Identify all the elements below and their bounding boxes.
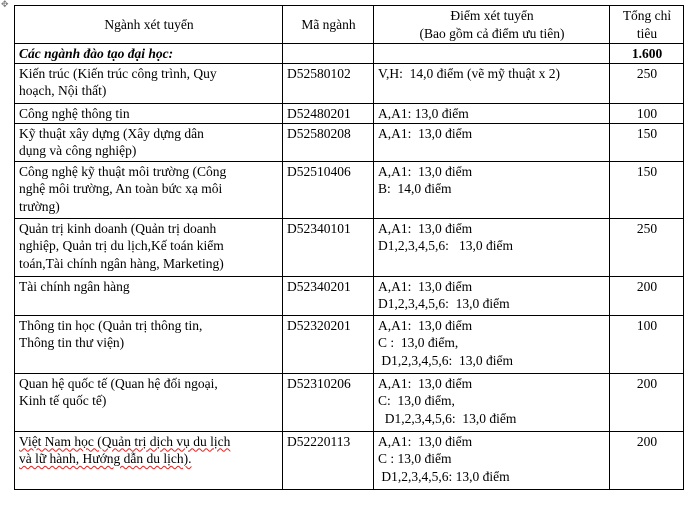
table-row xyxy=(15,276,684,315)
score-line: V,H: 14,0 điểm (vẽ mỹ thuật x 2) xyxy=(378,65,560,81)
major-name-cell xyxy=(15,63,283,103)
table-row xyxy=(15,218,684,276)
header-score-line1: Điểm xét tuyển xyxy=(450,8,534,23)
major-name-cell xyxy=(15,431,283,489)
major-code-cell: D52510406 xyxy=(283,161,374,218)
score-line: D1,2,3,4,5,6: 13,0 điểm xyxy=(378,296,510,311)
major-name-line: Công nghệ kỹ thuật môi trường (Công xyxy=(19,163,227,179)
table-row xyxy=(15,63,684,103)
score-line: A,A1: 13,0 điểm xyxy=(378,220,473,236)
major-name-line: Kinh tế quốc tế) xyxy=(19,393,107,408)
major-code-cell: D52320201 xyxy=(283,315,374,373)
major-code-cell: D52220113 xyxy=(283,431,374,489)
major-name-line: hoạch, Nội thất) xyxy=(19,83,107,98)
major-name-line: Việt Nam học (Quản trị dịch vụ du lịch xyxy=(19,433,231,449)
group-code-empty xyxy=(283,44,374,64)
major-code-cell: D52340201 xyxy=(283,276,374,315)
major-name-line: nghiệp, Quản trị du lịch,Kế toán kiểm xyxy=(19,238,224,253)
major-name-cell xyxy=(15,218,283,276)
major-name-cell xyxy=(15,373,283,431)
score-line: A,A1: 13,0 điểm xyxy=(378,278,473,294)
score-cell xyxy=(374,63,610,103)
score-cell xyxy=(374,123,610,161)
header-quota-line1: Tổng chỉ xyxy=(622,8,672,23)
quota-cell: 150 xyxy=(610,161,684,218)
major-name-cell xyxy=(15,315,283,373)
group-row xyxy=(15,44,684,64)
score-cell xyxy=(374,161,610,218)
admission-table xyxy=(14,5,684,490)
score-line: A,A1: 13,0 điểm xyxy=(378,317,473,333)
major-name-line: dụng và công nghiệp) xyxy=(19,143,137,158)
score-cell xyxy=(374,431,610,489)
table-row xyxy=(15,161,684,218)
header-major: Ngành xét tuyển xyxy=(15,6,283,44)
score-line: C : 13,0 điểm, xyxy=(378,335,459,350)
score-cell xyxy=(374,218,610,276)
score-line: D1,2,3,4,5,6: 13,0 điểm xyxy=(378,410,517,426)
group-label: Các ngành đào tạo đại học: xyxy=(15,44,283,64)
major-name-cell xyxy=(15,276,283,315)
header-score xyxy=(374,6,610,44)
major-name-line: Quan hệ quốc tế (Quan hệ đối ngoại, xyxy=(19,375,218,391)
score-cell xyxy=(374,315,610,373)
score-line: D1,2,3,4,5,6: 13,0 điểm xyxy=(378,468,510,484)
major-name-line: toán,Tài chính ngân hàng, Marketing) xyxy=(19,255,224,271)
major-name-line: Kỹ thuật xây dựng (Xây dựng dân xyxy=(19,125,204,141)
header-quota xyxy=(610,6,684,44)
score-cell xyxy=(374,373,610,431)
major-name-line: nghệ môi trường, An toàn bức xạ môi xyxy=(19,181,223,196)
score-line: B: 14,0 điểm xyxy=(378,181,452,196)
header-score-line2: (Bao gồm cả điểm ưu tiên) xyxy=(419,25,565,41)
score-line: A,A1: 13,0 điểm xyxy=(378,125,473,141)
major-name-cell xyxy=(15,123,283,161)
major-code-cell: D52340101 xyxy=(283,218,374,276)
major-name-cell xyxy=(15,103,283,123)
score-cell xyxy=(374,276,610,315)
table-row xyxy=(15,123,684,161)
major-code-cell: D52480201 xyxy=(283,103,374,123)
major-name-line: trường) xyxy=(19,198,60,214)
major-name-line: Quản trị kinh doanh (Quản trị doanh xyxy=(19,220,217,236)
score-cell xyxy=(374,103,610,123)
score-line: A,A1: 13,0 điểm xyxy=(378,375,473,391)
quota-cell: 200 xyxy=(610,431,684,489)
quota-cell: 150 xyxy=(610,123,684,161)
major-name-line: Kiến trúc (Kiến trúc công trình, Quy xyxy=(19,65,217,81)
score-line: C: 13,0 điểm, xyxy=(378,393,455,408)
score-line: C : 13,0 điểm xyxy=(378,451,452,466)
table-row xyxy=(15,373,684,431)
group-total: 1.600 xyxy=(610,44,684,64)
major-name-line: Tài chính ngân hàng xyxy=(19,278,130,294)
score-line: D1,2,3,4,5,6: 13,0 điểm xyxy=(378,352,513,368)
table-move-handle-icon[interactable]: ✥ xyxy=(1,0,9,9)
quota-cell: 200 xyxy=(610,373,684,431)
header-row xyxy=(15,6,684,44)
quota-cell: 250 xyxy=(610,218,684,276)
major-name-cell xyxy=(15,161,283,218)
quota-cell: 250 xyxy=(610,63,684,103)
table-row xyxy=(15,103,684,123)
score-line: A,A1: 13,0 điểm xyxy=(378,105,469,121)
quota-cell: 200 xyxy=(610,276,684,315)
major-code-cell: D52580208 xyxy=(283,123,374,161)
group-score-empty xyxy=(374,44,610,64)
quota-cell: 100 xyxy=(610,315,684,373)
major-code-cell: D52310206 xyxy=(283,373,374,431)
header-code: Mã ngành xyxy=(283,6,374,44)
major-name-line: Thông tin học (Quản trị thông tin, xyxy=(19,317,203,333)
header-quota-line2: tiêu xyxy=(636,25,658,41)
major-name-line: Thông tin thư viện) xyxy=(19,335,125,350)
score-line: A,A1: 13,0 điểm xyxy=(378,433,473,449)
table-row xyxy=(15,431,684,489)
major-name-line: Công nghệ thông tin xyxy=(19,105,130,121)
major-code-cell: D52580102 xyxy=(283,63,374,103)
quota-cell: 100 xyxy=(610,103,684,123)
score-line: A,A1: 13,0 điểm xyxy=(378,163,473,179)
score-line: D1,2,3,4,5,6: 13,0 điểm xyxy=(378,238,513,253)
table-row xyxy=(15,315,684,373)
major-name-line: và lữ hành, Hướng dẫn du lịch). xyxy=(19,451,192,466)
